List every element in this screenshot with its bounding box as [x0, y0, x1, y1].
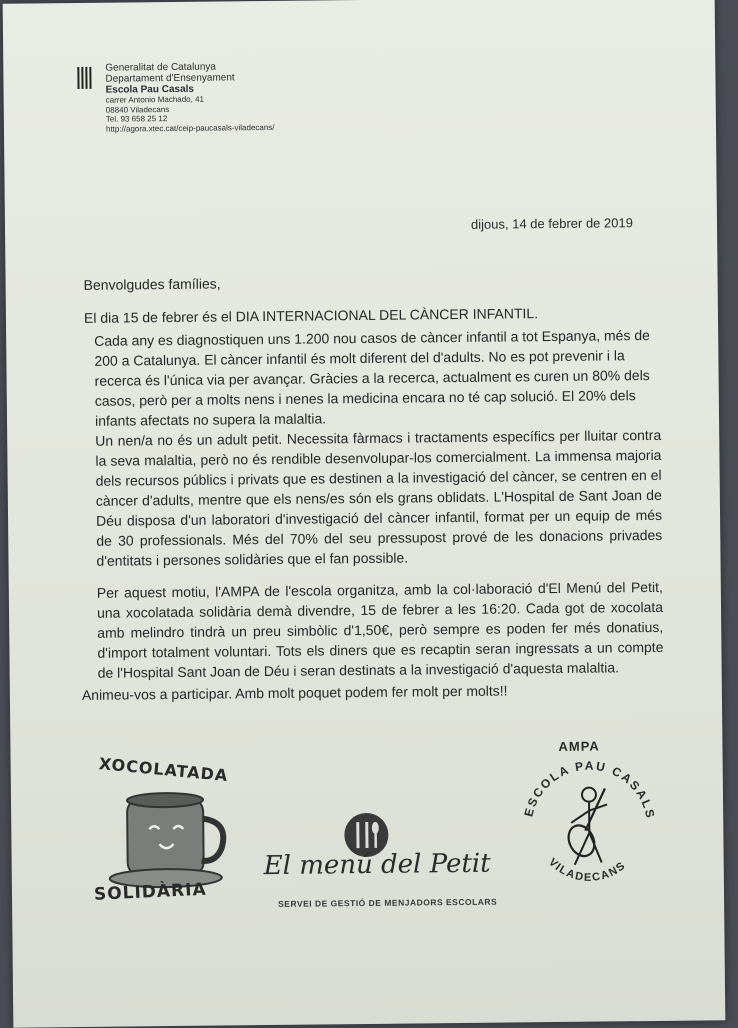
solidaria-title: SOLIDÀRIA — [94, 880, 207, 905]
ampa-title: AMPA — [558, 739, 599, 754]
ampa-arc-text: ESCOLA PAU CASALS — [521, 758, 658, 822]
letter-sheet — [3, 0, 726, 1028]
letterhead-text — [105, 60, 406, 134]
ampa-logo — [518, 732, 660, 903]
svg-text:VILADECANS — [546, 855, 628, 884]
greeting: Benvolgudes famílies, — [84, 269, 654, 295]
xocolatada-logo — [89, 751, 241, 923]
school-name: Escola Pau Casals — [106, 82, 406, 96]
el-menu-del-petit-logo — [259, 809, 500, 922]
ampa-city-text: VILADECANS — [546, 855, 628, 884]
closing-line: Animeu-vos a participar. Amb molt poquet podem fer molt per molts!! — [82, 679, 652, 705]
ampa-emblem-icon — [518, 732, 660, 903]
org-name: Generalitat de Catalunya — [105, 60, 405, 74]
intro-line: El dia 15 de febrer és el DIA INTERNACIONAL DEL CÀNCER INFANTIL. — [84, 302, 654, 328]
generalitat-logo-icon — [77, 67, 91, 89]
letter-date: dijous, 14 de febrer de 2019 — [471, 215, 633, 232]
school-url: http://agora.xtec.cat/ceip-paucasals-viladecans/ — [106, 121, 406, 134]
menu-subtitle: SERVEI DE GESTIÓ DE MENJADORS ESCOLARS — [278, 897, 497, 909]
paragraph-1: Cada any es diagnostiquen uns 1.200 nou casos de càncer infantil a tot Espanya, més de 200 a Catalunya. El càncer infantil és molt diferent del d'adults. No es pot prevenir i la recerca és l'única via per avançar. Gràcies a la recerca, actualment es curen un 80% dels casos, però per a molts nens i nenes la medicina encara no té cap solució. El 20% dels infants afectats no supera la malaltia. — [94, 325, 655, 431]
paragraph-2: Un nen/a no és un adult petit. Necessita fàrmacs i tractaments específics per lluitar contra la seva malaltia, però no és rendible desenvolupar-los comercialment. La immensa majoria dels recursos públics i privats que es destinen a la investigació del càncer, se centren en el càncer d'adults, mentre que els nens/es són els grans oblidats. L'Hospital de Sant Joan de Déu disposa d'un laboratori d'investigació del càncer infantil, format per un equip de més de 30 professionals. Més del 70% del seu pressupost prové de les donacions privades d'entitats i persones solidàries que el fan possible. — [95, 425, 662, 571]
department-name: Departament d'Ensenyament — [105, 71, 405, 85]
menu-script-title: El menú del Petit — [264, 849, 491, 881]
school-address: carrer Antonio Machado, 41 — [106, 93, 406, 106]
school-city: 08840 Viladecans — [106, 102, 406, 115]
xocolatada-title: XOCOLATADA — [98, 754, 229, 785]
paragraph-3: Per aquest motiu, l'AMPA de l'escola organitza, amb la col·laboració d'El Menú del Petit, una xocolatada solidària demà divendre, 15 de febrer a les 16:20. Cada got de xocolata amb melindro tindrà un preu simbòlic d'1,50€, però sempre es poden fer més donatius, d'import totalment voluntari. Tots els diners que es recaptin seran ingressats a un compte de l'Hospital Sant Joan de Déu i seran destinats a la investigació d'aquesta malaltia. — [97, 577, 664, 683]
school-phone: Tel. 93 658 25 12 — [106, 112, 406, 125]
